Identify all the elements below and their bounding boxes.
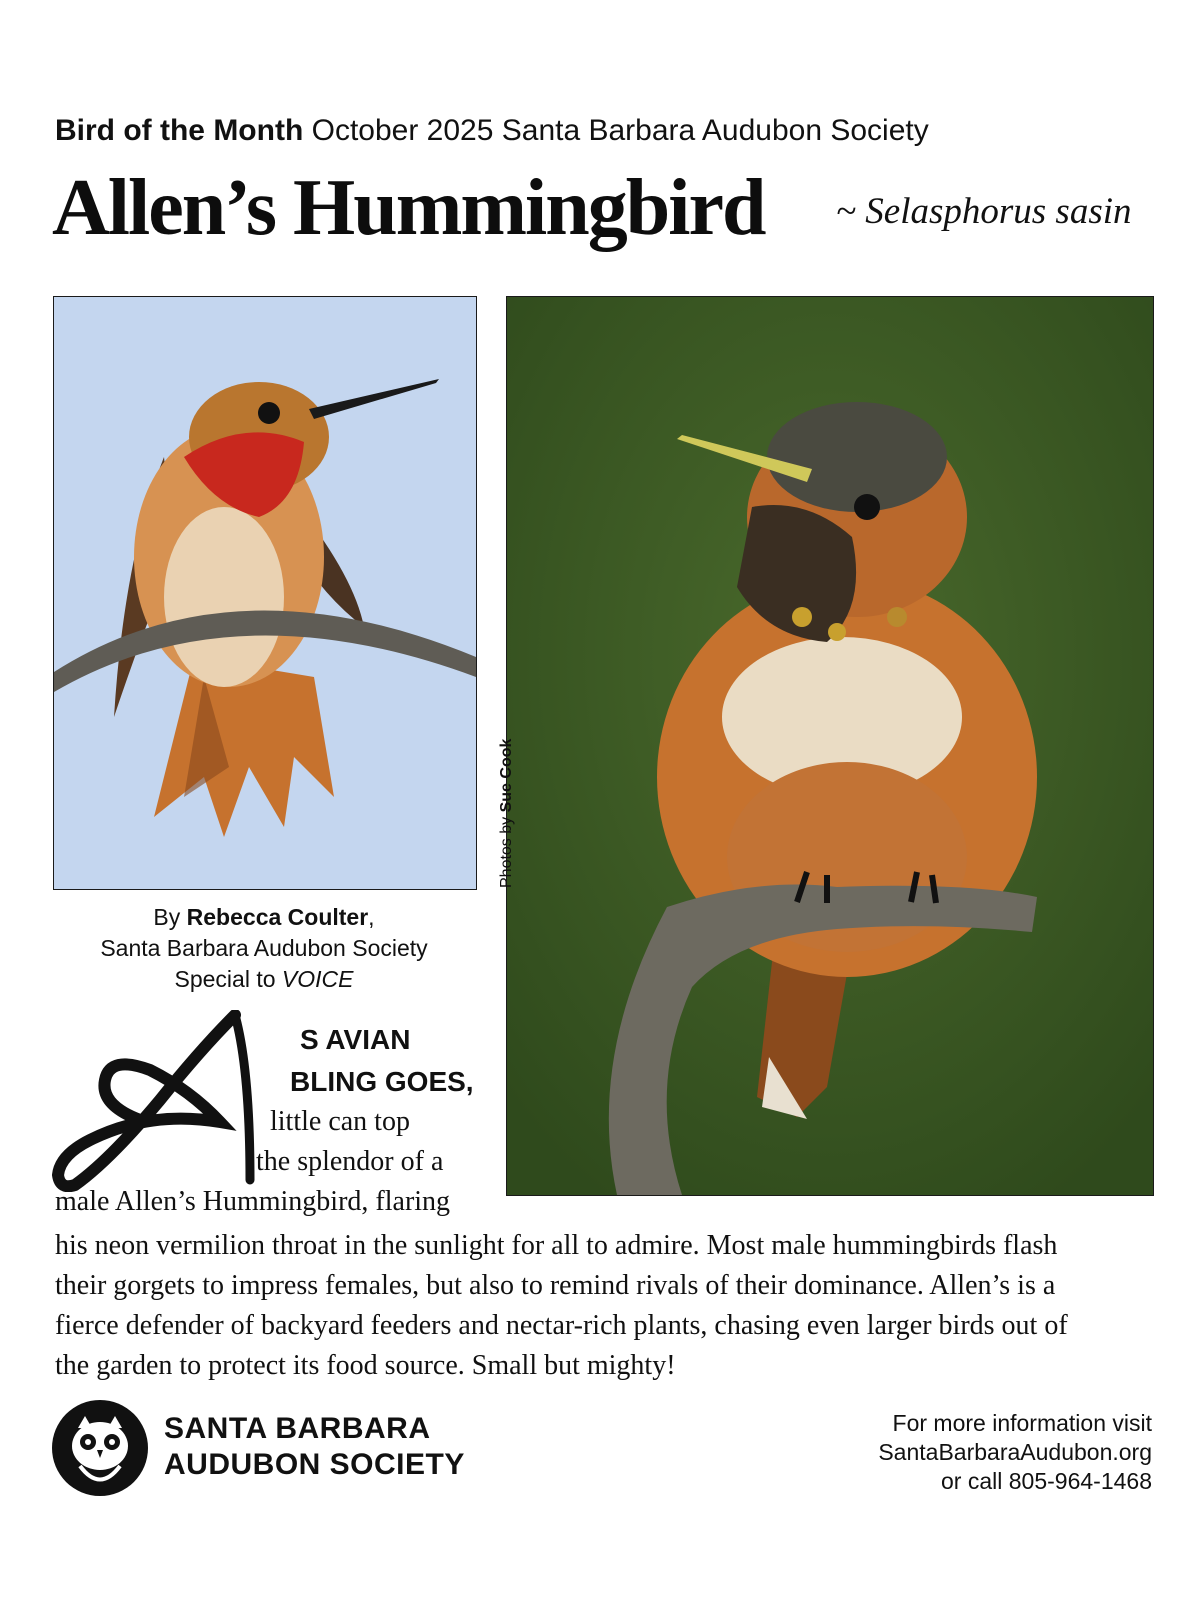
phone-number: or call 805-964-1468 (941, 1468, 1152, 1494)
hummingbird-flaring-illustration (54, 297, 476, 889)
byline-author: Rebecca Coulter (186, 904, 369, 930)
photo-credit-prefix: Photos by (498, 816, 515, 888)
lead-in-line-2: BLING GOES, (290, 1066, 474, 1097)
byline-publication: VOICE (281, 966, 354, 992)
byline (53, 902, 475, 995)
byline-prefix: By (153, 904, 181, 930)
body-line: their gorgets to impress females, but also to remind rivals of their dominance. Allen’s is a (55, 1270, 1056, 1301)
kicker-rest: October 2025 Santa Barbara Audubon Society (311, 114, 929, 147)
hummingbird-perched-illustration (507, 297, 1153, 1195)
body-line: the splendor of a (256, 1146, 444, 1177)
lead-in-line-1: S AVIAN (300, 1024, 411, 1055)
drop-cap-a-illustration (50, 1010, 280, 1192)
hummingbird-photo-left (53, 296, 477, 890)
body-line: little can top (270, 1106, 410, 1137)
org-name-line-1: SANTA BARBARA (164, 1412, 431, 1445)
hummingbird-photo-right (506, 296, 1154, 1196)
body-line: male Allen’s Hummingbird, flaring (55, 1186, 451, 1217)
body-line: the garden to protect its food source. Small but mighty! (55, 1350, 676, 1381)
body-line: his neon vermilion throat in the sunlight for all to admire. Most male hummingbirds flash (55, 1230, 1058, 1261)
byline-org: Santa Barbara Audubon Society (100, 935, 428, 961)
org-name-line-2: AUDUBON SOCIETY (164, 1448, 465, 1481)
body-line: fierce defender of backyard feeders and nectar-rich plants, chasing even larger birds out of (55, 1310, 1068, 1341)
byline-comma: , (368, 904, 375, 930)
scientific-name: ~ Selasphorus sasin (836, 191, 1132, 232)
byline-special-prefix: Special to (174, 966, 276, 992)
kicker-line (55, 114, 929, 148)
article-title: Allen’s Hummingbird (52, 164, 765, 252)
kicker-bold: Bird of the Month (55, 114, 304, 147)
website-link[interactable]: SantaBarbaraAudubon.org (878, 1439, 1152, 1465)
contact-info-line: For more information visit (892, 1410, 1152, 1436)
owl-logo-icon (50, 1398, 150, 1498)
photo-credit (498, 739, 516, 888)
byline-special-line (53, 964, 475, 995)
byline-author-line (53, 902, 475, 933)
photo-credit-name: Sue Cook (498, 738, 515, 813)
